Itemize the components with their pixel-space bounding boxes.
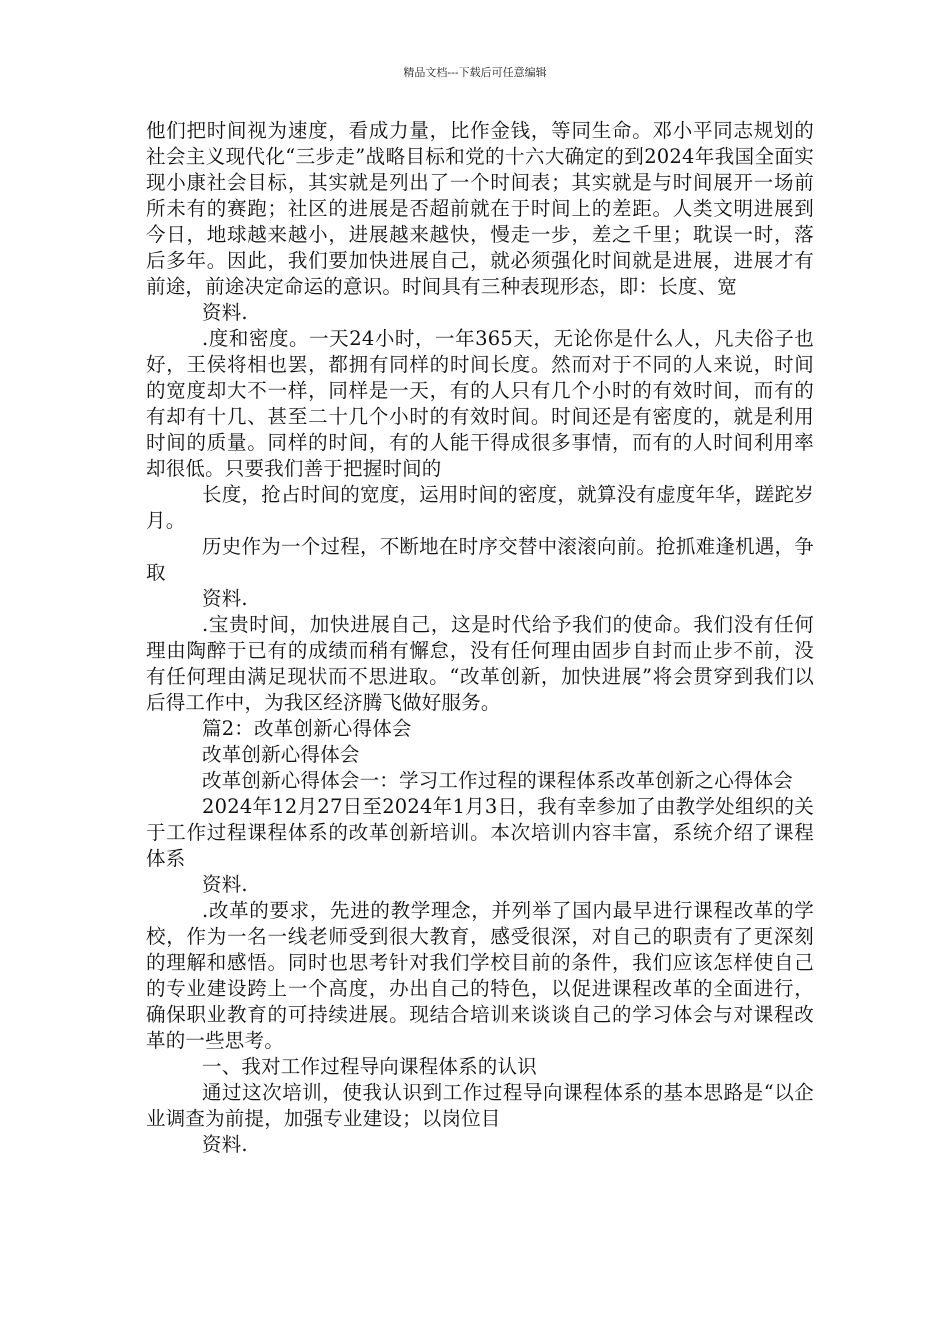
paragraph-time-length: 长度，抢占时间的宽度，运用时间的密度，就算没有虚度年华，蹉跎岁月。 — [146, 483, 814, 532]
section-title: 改革创新心得体会 — [202, 743, 360, 766]
section-subtitle: 改革创新心得体会一：学习工作过程的课程体系改革创新之心得体会 — [202, 769, 794, 792]
page-header: 精品文档---下载后可任意编辑 — [403, 66, 547, 79]
paragraph-time-density: .度和密度。一天24小时，一年365天，无论你是什么人，凡夫俗子也好，王侯将相也罢，都拥有同样的时间长度。然而对于不同的人来说，时间的宽度却大不一样，同样是一天，有的人只有几个小时的有效时间，而有的有却有十几、甚至二十几个小时的有效时间。时间还是有密度的，就是利用时间的质量。同样的时间，有的人能干得成很多事情，而有的人时间利用率却很低。只要我们善于把握时间的 — [146, 327, 814, 480]
section-heading: 篇2：改革创新心得体会 — [202, 717, 412, 740]
paragraph-source-label: 资料. — [202, 587, 248, 610]
paragraph-reform: .改革的要求，先进的教学理念，并列举了国内最早进行课程改革的学校，作为一名一线老师受到很大教育，感受很深，对自己的职责有了更深刻的理解和感悟。同时也思考针对我们学校目前的条件，我们应该怎样使自己的专业建设跨上一个高度，办出自己的特色，以促进课程改革的全面进行，确保职业教育的可持续进展。现结合培训来谈谈自己的学习体会与对课程改革的一些思考。 — [146, 899, 814, 1052]
paragraph-time-value: 他们把时间视为速度，看成力量，比作金钱，等同生命。邓小平同志规划的社会主义现代化“三步走”战略目标和党的十六大确定的到2024年我国全面实现小康社会目标，其实就是列出了一个时间表；其实就是与时间展开一场前所未有的赛跑；社区的进展是否超前就在于时间上的差距。人类文明进展到今日，地球越来越小，进展越来越快，慢走一步，差之千里；耽误一时，落后多年。因此，我们要加快进展自己，就必须强化时间就是进展，进展才有前途，前途决定命运的意识。时间具有三种表现形态，即：长度、宽 — [146, 119, 814, 298]
paragraph-mission: .宝贵时间，加快进展自己，这是时代给予我们的使命。我们没有任何理由陶醉于已有的成绩而稍有懈怠，没有任何理由固步自封而止步不前，没有任何理由满足现状而不思进取。“改革创新，加快进展”将会贯穿到我们以后得工作中，为我区经济腾飞做好服务。 — [146, 613, 814, 714]
subsection-heading: 一、我对工作过程导向课程体系的认识 — [202, 1055, 537, 1078]
paragraph-training: 2024年12月27日至2024年1月3日，我有幸参加了由教学处组织的关于工作过程课程体系的改革创新培训。本次培训内容丰富，系统介绍了课程体系 — [146, 795, 814, 870]
paragraph-history: 历史作为一个过程，不断地在时序交替中滚滚向前。抢抓难逢机遇，争取 — [146, 535, 814, 584]
paragraph-source-label: 资料. — [202, 873, 248, 896]
paragraph-source-label: 资料. — [202, 1133, 248, 1156]
paragraph-understanding: 通过这次培训，使我认识到工作过程导向课程体系的基本思路是“以企业调查为前提，加强专业建设；以岗位目 — [146, 1081, 814, 1130]
paragraph-source-label: 资料. — [202, 301, 248, 324]
document-body — [146, 118, 814, 1158]
